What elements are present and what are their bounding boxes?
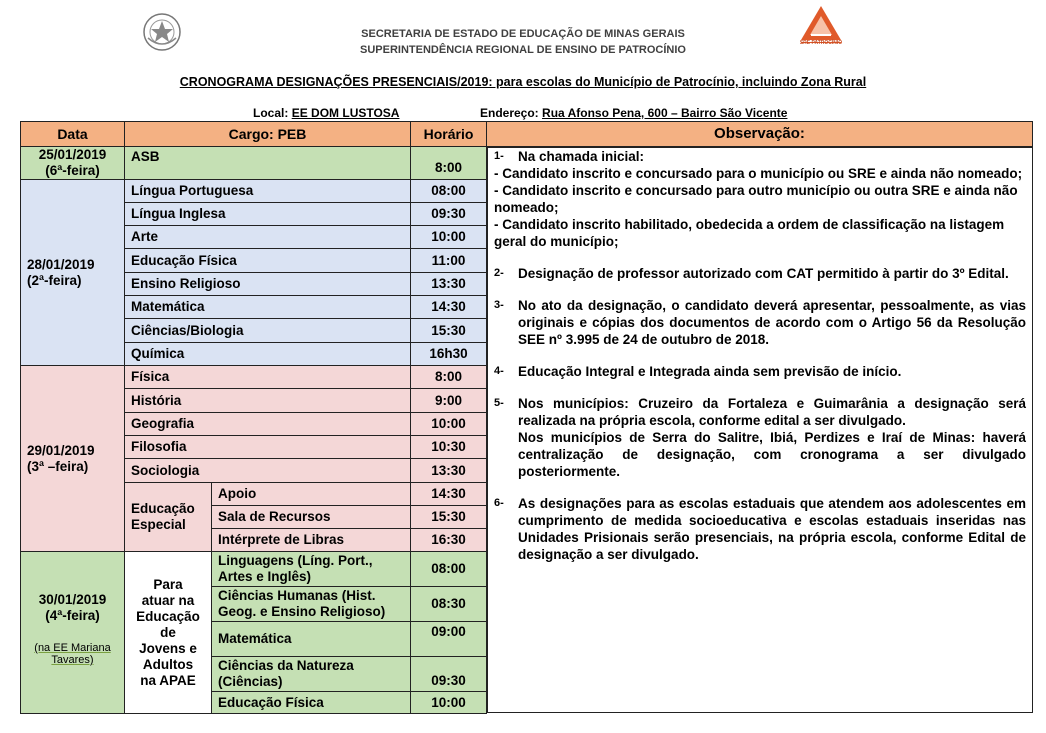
col-header-data: Data — [20, 121, 125, 147]
cargo-cell: ASB — [124, 146, 411, 180]
observation-2 — [494, 265, 1026, 282]
time-cell: 10:00 — [410, 691, 487, 714]
time-cell: 11:00 — [410, 248, 487, 273]
time-cell: 10:00 — [410, 412, 487, 436]
cargo-cell: Educação Física — [211, 691, 411, 714]
col-header-horario: Horário — [410, 121, 487, 147]
time-cell: 16:30 — [410, 528, 487, 552]
date: 25/01/2019 — [38, 147, 107, 162]
date-cell-28-01 — [20, 179, 125, 366]
cargo-cell: Ciências Humanas (Hist. Geog. e Ensino Religioso) — [211, 586, 411, 622]
date: 30/01/2019 — [38, 592, 107, 607]
local-label: Local: — [253, 106, 289, 120]
weekday: (4ª-feira) — [45, 608, 100, 623]
observation-3 — [494, 297, 1026, 348]
observation-number: 1- — [494, 150, 504, 162]
time-cell: 14:30 — [410, 482, 487, 506]
header-secretaria: SECRETARIA DE ESTADO DE EDUCAÇÃO DE MINAS GERAIS — [361, 28, 685, 40]
time-cell: 15:30 — [410, 318, 487, 343]
observation-text: Educação Integral e Integrada ainda sem previsão de início. — [518, 364, 902, 379]
time-cell: 09:30 — [410, 656, 487, 692]
observation-1-bullet: - Candidato inscrito e concursado para o município ou SRE e ainda não nomeado; — [494, 166, 1023, 181]
cargo-cell: Arte — [124, 225, 411, 249]
time-cell: 8:00 — [410, 365, 487, 389]
header-superintendencia: SUPERINTENDÊNCIA REGIONAL DE ENSINO DE PATROCÍNIO — [360, 44, 686, 56]
time-cell: 16h30 — [410, 342, 487, 366]
time-cell: 9:00 — [410, 388, 487, 413]
cargo-cell: Língua Portuguesa — [124, 179, 411, 203]
cargo-cell: Geografia — [124, 412, 411, 436]
address-label: Endereço: — [480, 106, 539, 120]
time-cell: 09:30 — [410, 202, 487, 226]
cargo-cell: Matemática — [124, 295, 411, 319]
observation-number: 5- — [494, 397, 504, 409]
location-line — [253, 106, 399, 120]
cargo-cell: Sociologia — [124, 458, 411, 483]
col-header-observacao: Observação: — [486, 121, 1033, 147]
cargo-cell: Ciências da Natureza (Ciências) — [211, 656, 411, 692]
observation-6 — [494, 495, 1026, 563]
observation-5 — [494, 395, 1026, 480]
observation-1 — [494, 148, 1026, 165]
document-title: CRONOGRAMA DESIGNAÇÕES PRESENCIAIS/2019: para escolas do Município de Patrocínio, incluindo Zona Rural — [179, 75, 867, 89]
time-cell: 09:00 — [410, 621, 487, 657]
time-cell: 08:00 — [410, 551, 487, 587]
observation-4 — [494, 363, 1026, 380]
observations-panel — [487, 147, 1033, 713]
cargo-cell: Educação Física — [124, 248, 411, 273]
observation-number: 6- — [494, 497, 504, 509]
observation-text: Nos municípios de Serra do Salitre, Ibiá, Perdizes e Iraí de Minas: haverá centralização de designação, com cronograma a ser divulgado posteriormente. — [518, 430, 1026, 479]
weekday: (6ª-feira) — [45, 163, 100, 178]
observation-number: 3- — [494, 299, 504, 311]
logo-caption: SRE PATROCÍNIO — [799, 40, 843, 46]
date-cell-29-01 — [20, 365, 125, 552]
date: 29/01/2019 — [27, 442, 95, 458]
cargo-cell: Linguagens (Líng. Port., Artes e Inglês) — [211, 551, 411, 587]
time-cell: 15:30 — [410, 505, 487, 529]
observation-number: 4- — [494, 365, 504, 377]
observation-text: As designações para as escolas estaduais que atendem aos adolescentes em cumprimento de medida socioeducativa e escolas estaduais inseridas nas Unidades Prisionais serão presenciais, na própria escola, conforme Edital de designação a ser divulgado. — [518, 496, 1026, 562]
date: 28/01/2019 — [27, 256, 95, 272]
weekday: (2ª-feira) — [27, 272, 82, 288]
time-cell: 10:30 — [410, 435, 487, 459]
observation-1-bullet: - Candidato inscrito e concursado para outro município ou outra SRE e ainda não nomeado; — [494, 183, 1018, 215]
address-line — [480, 106, 787, 120]
time-cell: 14:30 — [410, 295, 487, 319]
col-header-cargo: Cargo: PEB — [124, 121, 411, 147]
eja-apae-label: Para atuar na Educação de Jovens e Adultos na APAE — [124, 551, 212, 714]
cargo-cell: Intérprete de Libras — [211, 528, 411, 552]
cargo-cell: Sala de Recursos — [211, 505, 411, 529]
observation-number: 2- — [494, 267, 504, 279]
time-cell: 8:00 — [410, 146, 487, 180]
cargo-cell: Ensino Religioso — [124, 272, 411, 296]
observation-text: Designação de professor autorizado com CAT permitido à partir do 3º Edital. — [518, 266, 1009, 281]
time-cell: 13:30 — [410, 458, 487, 483]
date-cell-30-01 — [20, 551, 125, 714]
cargo-cell: História — [124, 388, 411, 413]
cargo-cell: Apoio — [211, 482, 411, 506]
observation-text: No ato da designação, o candidato deverá apresentar, pessoalmente, as vias originais e cópias dos documentos de acordo com o Artigo 56 da Resolução SEE nº 3.995 de 24 de outubro de 2018. — [518, 298, 1026, 347]
time-cell: 10:00 — [410, 225, 487, 249]
observation-5-body — [518, 395, 1026, 480]
location-note: (na EE Mariana Tavares) — [34, 642, 111, 666]
time-cell: 13:30 — [410, 272, 487, 296]
observation-text: Nos municípios: Cruzeiro da Fortaleza e Guimarânia a designação será realizada na própria escola, conforme edital a ser divulgado. — [518, 396, 1026, 428]
time-cell: 08:30 — [410, 586, 487, 622]
observation-1-bullet: - Candidato inscrito habilitado, obedecida a ordem de classificação na listagem geral do município; — [494, 217, 1005, 249]
cargo-cell: Ciências/Biologia — [124, 318, 411, 343]
observation-text: Na chamada inicial: — [518, 149, 645, 164]
date-cell-25-01 — [20, 146, 125, 180]
cargo-cell: Matemática — [211, 621, 411, 657]
educacao-especial-label: Educação Especial — [124, 482, 212, 552]
local-value: EE DOM LUSTOSA — [291, 106, 400, 120]
cargo-cell: Química — [124, 342, 411, 366]
cargo-cell: Filosofia — [124, 435, 411, 459]
time-cell: 08:00 — [410, 179, 487, 203]
address-value: Rua Afonso Pena, 600 – Bairro São Vicente — [542, 106, 788, 120]
cargo-cell: Língua Inglesa — [124, 202, 411, 226]
cargo-cell: Física — [124, 365, 411, 389]
weekday: (3ª –feira) — [27, 458, 89, 474]
